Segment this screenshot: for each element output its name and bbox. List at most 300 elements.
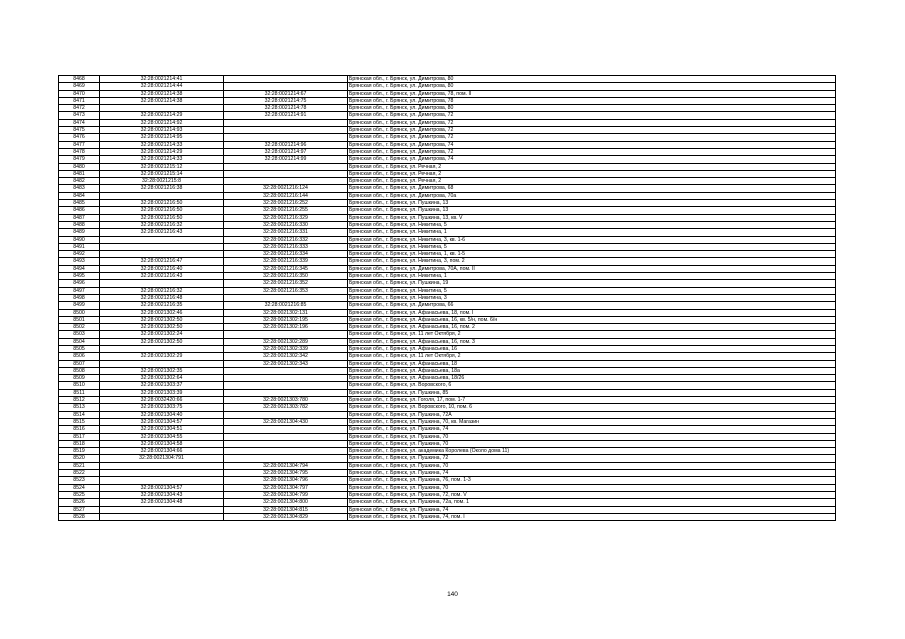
land-cadastral-number-cell: 32:28:0021214:38 bbox=[100, 90, 224, 97]
address-cell: Брянская обл., г. Брянск, ул. Пушкина, 13 bbox=[348, 200, 836, 207]
table-row bbox=[59, 470, 836, 477]
building-cadastral-number-cell: 32:28:0021304:799 bbox=[224, 491, 348, 498]
row-number-cell: 8527 bbox=[59, 506, 100, 513]
address-cell: Брянская обл., г. Брянск, ул. Никитина, 5 bbox=[348, 243, 836, 250]
address-cell: Брянская обл., г. Брянск, ул. Димитрова, 74 bbox=[348, 141, 836, 148]
row-number-cell: 8473 bbox=[59, 112, 100, 119]
building-cadastral-number-cell: 32:28:0021216:252 bbox=[224, 200, 348, 207]
land-cadastral-number-cell: 32:28:0021214:33 bbox=[100, 141, 224, 148]
address-cell: Брянская обл., г. Брянск, ул. Никитина, 3, кв. 1-6 bbox=[348, 236, 836, 243]
row-number-cell: 8500 bbox=[59, 309, 100, 316]
row-number-cell: 8501 bbox=[59, 316, 100, 323]
building-cadastral-number-cell: 32:28:0021216:124 bbox=[224, 185, 348, 192]
table-row bbox=[59, 258, 836, 265]
address-cell: Брянская обл., г. Брянск, ул. Пушкина, 72А bbox=[348, 411, 836, 418]
building-cadastral-number-cell: 32:28:0021304:800 bbox=[224, 499, 348, 506]
address-cell: Брянская обл., г. Брянск, ул. Димитрова, 80 bbox=[348, 83, 836, 90]
land-cadastral-number-cell: 32:28:0021214:29 bbox=[100, 112, 224, 119]
row-number-cell: 8483 bbox=[59, 185, 100, 192]
land-cadastral-number-cell: 32:28:0021216:50 bbox=[100, 200, 224, 207]
address-cell: Брянская обл., г. Брянск, ул. Воровского, 6 bbox=[348, 382, 836, 389]
land-cadastral-number-cell: 32:28:0021216:43 bbox=[100, 273, 224, 280]
row-number-cell: 8507 bbox=[59, 360, 100, 367]
address-cell: Брянская обл., г. Брянск, ул. Никитина, 3 bbox=[348, 294, 836, 301]
row-number-cell: 8515 bbox=[59, 418, 100, 425]
address-cell: Брянская обл., г. Брянск, ул. Афанасьева, 18/26 bbox=[348, 375, 836, 382]
table-row bbox=[59, 397, 836, 404]
building-cadastral-number-cell: 32:28:0021302:196 bbox=[224, 324, 348, 331]
row-number-cell: 8496 bbox=[59, 280, 100, 287]
land-cadastral-number-cell: 32:28:0021216:40 bbox=[100, 265, 224, 272]
table-row bbox=[59, 338, 836, 345]
table-row bbox=[59, 353, 836, 360]
table-row bbox=[59, 251, 836, 258]
page-number: 140 bbox=[447, 591, 458, 598]
row-number-cell: 8508 bbox=[59, 367, 100, 374]
row-number-cell: 8484 bbox=[59, 192, 100, 199]
table-row bbox=[59, 200, 836, 207]
table-row bbox=[59, 156, 836, 163]
building-cadastral-number-cell bbox=[224, 170, 348, 177]
row-number-cell: 8506 bbox=[59, 353, 100, 360]
address-cell: Брянская обл., г. Брянск, ул. Речная, 2 bbox=[348, 170, 836, 177]
land-cadastral-number-cell: 32:28:0021303:75 bbox=[100, 404, 224, 411]
building-cadastral-number-cell bbox=[224, 440, 348, 447]
land-cadastral-number-cell: 32:28:0021302:35 bbox=[100, 367, 224, 374]
address-cell: Брянская обл., г. Брянск, ул. Пушкина, 72, пом. V bbox=[348, 491, 836, 498]
address-cell: Брянская обл., г. Брянск, ул. Афанасьева, 18, пом. I bbox=[348, 309, 836, 316]
building-cadastral-number-cell bbox=[224, 433, 348, 440]
table-row bbox=[59, 316, 836, 323]
address-cell: Брянская обл., г. Брянск, ул. Пушкина, 70 bbox=[348, 484, 836, 491]
land-cadastral-number-cell: 32:28:0021304:55 bbox=[100, 433, 224, 440]
land-cadastral-number-cell: 32:28:0021302:46 bbox=[100, 309, 224, 316]
building-cadastral-number-cell bbox=[224, 163, 348, 170]
land-cadastral-number-cell: 32:28:0021304:791 bbox=[100, 455, 224, 462]
address-cell: Брянская обл., г. Брянск, ул. Афанасьева, 16 bbox=[348, 345, 836, 352]
address-cell: Брянская обл., г. Брянск, ул. Афанасьева, 18а bbox=[348, 367, 836, 374]
row-number-cell: 8474 bbox=[59, 119, 100, 126]
land-cadastral-number-cell: 32:28:0021215:12 bbox=[100, 163, 224, 170]
building-cadastral-number-cell bbox=[224, 178, 348, 185]
building-cadastral-number-cell: 32:28:0021216:331 bbox=[224, 229, 348, 236]
building-cadastral-number-cell bbox=[224, 76, 348, 83]
table-row bbox=[59, 112, 836, 119]
row-number-cell: 8468 bbox=[59, 76, 100, 83]
table-row bbox=[59, 513, 836, 520]
building-cadastral-number-cell bbox=[224, 411, 348, 418]
building-cadastral-number-cell: 32:28:0021304:829 bbox=[224, 513, 348, 520]
land-cadastral-number-cell: 32:28:0021303:39 bbox=[100, 389, 224, 396]
row-number-cell: 8514 bbox=[59, 411, 100, 418]
land-cadastral-number-cell: 32:28:0021216:48 bbox=[100, 294, 224, 301]
table-row bbox=[59, 105, 836, 112]
building-cadastral-number-cell bbox=[224, 83, 348, 90]
land-cadastral-number-cell: 32:28:0021216:47 bbox=[100, 258, 224, 265]
table-row bbox=[59, 170, 836, 177]
row-number-cell: 8478 bbox=[59, 148, 100, 155]
address-cell: Брянская обл., г. Брянск, ул. Пушкина, 74 bbox=[348, 426, 836, 433]
row-number-cell: 8497 bbox=[59, 287, 100, 294]
land-cadastral-number-cell: 32:28:0021216:38 bbox=[100, 185, 224, 192]
address-cell: Брянская обл., г. Брянск, ул. Димитрова, 70А, пом. II bbox=[348, 265, 836, 272]
table-row bbox=[59, 76, 836, 83]
land-cadastral-number-cell bbox=[100, 360, 224, 367]
land-cadastral-number-cell: 32:28:0021216:35 bbox=[100, 302, 224, 309]
building-cadastral-number-cell: 32:28:0021216:255 bbox=[224, 207, 348, 214]
row-number-cell: 8491 bbox=[59, 243, 100, 250]
building-cadastral-number-cell: 32:28:0021214:75 bbox=[224, 97, 348, 104]
building-cadastral-number-cell: 32:28:0021214:78 bbox=[224, 105, 348, 112]
address-cell: Брянская обл., г. Брянск, ул. Никитина, 5 bbox=[348, 287, 836, 294]
land-cadastral-number-cell: 32:28:0021216:43 bbox=[100, 229, 224, 236]
land-cadastral-number-cell bbox=[100, 251, 224, 258]
land-cadastral-number-cell bbox=[100, 243, 224, 250]
address-cell: Брянская обл., г. Брянск, ул. Пушкина, 70 bbox=[348, 433, 836, 440]
row-number-cell: 8471 bbox=[59, 97, 100, 104]
building-cadastral-number-cell: 32:28:0021304:815 bbox=[224, 506, 348, 513]
land-cadastral-number-cell: 32:28:0021214:38 bbox=[100, 97, 224, 104]
building-cadastral-number-cell: 32:28:0021302:339 bbox=[224, 345, 348, 352]
land-cadastral-number-cell bbox=[100, 506, 224, 513]
row-number-cell: 8479 bbox=[59, 156, 100, 163]
row-number-cell: 8516 bbox=[59, 426, 100, 433]
address-cell: Брянская обл., г. Брянск, ул. Афанасьева, 16, пом. 2 bbox=[348, 324, 836, 331]
building-cadastral-number-cell bbox=[224, 448, 348, 455]
building-cadastral-number-cell bbox=[224, 389, 348, 396]
building-cadastral-number-cell: 32:28:0021216:334 bbox=[224, 251, 348, 258]
table-row bbox=[59, 185, 836, 192]
table-row bbox=[59, 324, 836, 331]
building-cadastral-number-cell: 32:28:0021216:339 bbox=[224, 258, 348, 265]
address-cell: Брянская обл., г. Брянск, ул. Пушкина, 70 bbox=[348, 462, 836, 469]
table-row bbox=[59, 477, 836, 484]
table-row bbox=[59, 302, 836, 309]
building-cadastral-number-cell: 32:28:0021214:97 bbox=[224, 148, 348, 155]
land-cadastral-number-cell bbox=[100, 477, 224, 484]
row-number-cell: 8485 bbox=[59, 200, 100, 207]
building-cadastral-number-cell: 32:28:0021304:430 bbox=[224, 418, 348, 425]
land-cadastral-number-cell: 32:28:0021304:51 bbox=[100, 426, 224, 433]
address-cell: Брянская обл., г. Брянск, ул. академика Королева (Около дома 11) bbox=[348, 448, 836, 455]
row-number-cell: 8528 bbox=[59, 513, 100, 520]
land-cadastral-number-cell: 32:28:0021304:66 bbox=[100, 448, 224, 455]
table-row bbox=[59, 345, 836, 352]
land-cadastral-number-cell bbox=[100, 192, 224, 199]
land-cadastral-number-cell bbox=[100, 345, 224, 352]
building-cadastral-number-cell bbox=[224, 455, 348, 462]
row-number-cell: 8493 bbox=[59, 258, 100, 265]
row-number-cell: 8492 bbox=[59, 251, 100, 258]
building-cadastral-number-cell: 32:28:0021214:96 bbox=[224, 141, 348, 148]
building-cadastral-number-cell bbox=[224, 382, 348, 389]
building-cadastral-number-cell: 32:28:0021216:329 bbox=[224, 214, 348, 221]
land-cadastral-number-cell: 32:28:0021214:93 bbox=[100, 127, 224, 134]
building-cadastral-number-cell: 32:28:0021304:797 bbox=[224, 484, 348, 491]
table-row bbox=[59, 192, 836, 199]
row-number-cell: 8517 bbox=[59, 433, 100, 440]
address-cell: Брянская обл., г. Брянск, ул. Пушкина, 72 bbox=[348, 455, 836, 462]
address-cell: Брянская обл., г. Брянск, ул. Пушкина, 19 bbox=[348, 280, 836, 287]
row-number-cell: 8512 bbox=[59, 397, 100, 404]
building-cadastral-number-cell: 32:28:0021216:333 bbox=[224, 243, 348, 250]
land-cadastral-number-cell: 32:28:0021214:95 bbox=[100, 134, 224, 141]
table-row bbox=[59, 97, 836, 104]
land-cadastral-number-cell: 32:28:0021304:57 bbox=[100, 418, 224, 425]
address-cell: Брянская обл., г. Брянск, ул. Никитина, 1 bbox=[348, 229, 836, 236]
table-row bbox=[59, 178, 836, 185]
land-cadastral-number-cell: 32:28:0021214:44 bbox=[100, 83, 224, 90]
address-cell: Брянская обл., г. Брянск, ул. Димитрова, 72 bbox=[348, 119, 836, 126]
table-row bbox=[59, 148, 836, 155]
row-number-cell: 8487 bbox=[59, 214, 100, 221]
address-cell: Брянская обл., г. Брянск, ул. Пушкина, 13, кв. V bbox=[348, 214, 836, 221]
table-row bbox=[59, 491, 836, 498]
address-cell: Брянская обл., г. Брянск, ул. Пушкина, 85 bbox=[348, 389, 836, 396]
address-cell: Брянская обл., г. Брянск, ул. Димитрова, 78 bbox=[348, 97, 836, 104]
table-row bbox=[59, 411, 836, 418]
table-row bbox=[59, 127, 836, 134]
building-cadastral-number-cell: 32:28:0021214:91 bbox=[224, 112, 348, 119]
row-number-cell: 8509 bbox=[59, 375, 100, 382]
address-cell: Брянская обл., г. Брянск, ул. Пушкина, 70, кв. Магазин bbox=[348, 418, 836, 425]
building-cadastral-number-cell bbox=[224, 134, 348, 141]
table-row bbox=[59, 462, 836, 469]
table-row bbox=[59, 331, 836, 338]
table-row bbox=[59, 426, 836, 433]
building-cadastral-number-cell: 32:28:0021216:332 bbox=[224, 236, 348, 243]
address-cell: Брянская обл., г. Брянск, ул. Димитрова, 66 bbox=[348, 302, 836, 309]
address-cell: Брянская обл., г. Брянск, ул. Пушкина, 74 bbox=[348, 470, 836, 477]
row-number-cell: 8523 bbox=[59, 477, 100, 484]
row-number-cell: 8513 bbox=[59, 404, 100, 411]
row-number-cell: 8486 bbox=[59, 207, 100, 214]
table-row bbox=[59, 214, 836, 221]
table-row bbox=[59, 83, 836, 90]
land-cadastral-number-cell: 32:28:0021304:48 bbox=[100, 499, 224, 506]
address-cell: Брянская обл., г. Брянск, ул. Никитина, 5 bbox=[348, 221, 836, 228]
address-cell: Брянская обл., г. Брянск, ул. Афанасьева, 16, кв. 5/н, пом. 6/н bbox=[348, 316, 836, 323]
address-cell: Брянская обл., г. Брянск, ул. 11 лет Октября, 2 bbox=[348, 353, 836, 360]
table-row bbox=[59, 455, 836, 462]
row-number-cell: 8482 bbox=[59, 178, 100, 185]
address-cell: Брянская обл., г. Брянск, ул. Димитрова, 72 bbox=[348, 127, 836, 134]
table-body bbox=[59, 76, 836, 521]
land-cadastral-number-cell: 32:28:0021304:43 bbox=[100, 491, 224, 498]
land-cadastral-number-cell: 32:28:0021215:14 bbox=[100, 170, 224, 177]
address-cell: Брянская обл., г. Брянск, ул. Димитрова, 72 bbox=[348, 134, 836, 141]
address-cell: Брянская обл., г. Брянск, ул. Никитина, 3, пом. 2 bbox=[348, 258, 836, 265]
land-cadastral-number-cell bbox=[100, 462, 224, 469]
land-cadastral-number-cell bbox=[100, 236, 224, 243]
address-cell: Брянская обл., г. Брянск, ул. Пушкина, 70 bbox=[348, 440, 836, 447]
land-cadastral-number-cell: 32:28:0021216:50 bbox=[100, 214, 224, 221]
address-cell: Брянская обл., г. Брянск, ул. Никитина, 1 bbox=[348, 273, 836, 280]
table-row bbox=[59, 119, 836, 126]
building-cadastral-number-cell: 32:28:0021302:343 bbox=[224, 360, 348, 367]
row-number-cell: 8495 bbox=[59, 273, 100, 280]
table-row bbox=[59, 163, 836, 170]
land-cadastral-number-cell: 32:28:0021216:32 bbox=[100, 287, 224, 294]
row-number-cell: 8520 bbox=[59, 455, 100, 462]
row-number-cell: 8488 bbox=[59, 221, 100, 228]
row-number-cell: 8498 bbox=[59, 294, 100, 301]
row-number-cell: 8510 bbox=[59, 382, 100, 389]
address-cell: Брянская обл., г. Брянск, ул. Афанасьева, 16, пом. 3 bbox=[348, 338, 836, 345]
address-cell: Брянская обл., г. Брянск, ул. Пушкина, 76, пом. 1-3 bbox=[348, 477, 836, 484]
row-number-cell: 8499 bbox=[59, 302, 100, 309]
building-cadastral-number-cell: 32:28:0021216:330 bbox=[224, 221, 348, 228]
table-row bbox=[59, 309, 836, 316]
table-row bbox=[59, 367, 836, 374]
row-number-cell: 8494 bbox=[59, 265, 100, 272]
row-number-cell: 8521 bbox=[59, 462, 100, 469]
address-cell: Брянская обл., г. Брянск, ул. Димитрова, 74 bbox=[348, 156, 836, 163]
address-cell: Брянская обл., г. Брянск, ул. Димитрова, 72 bbox=[348, 112, 836, 119]
address-cell: Брянская обл., г. Брянск, ул. Воровского, 10, пом. 6 bbox=[348, 404, 836, 411]
land-cadastral-number-cell: 32:28:0021303:37 bbox=[100, 382, 224, 389]
building-cadastral-number-cell bbox=[224, 331, 348, 338]
land-cadastral-number-cell: 32:28:0021216:32 bbox=[100, 221, 224, 228]
land-cadastral-number-cell: 32:28:0032420:66 bbox=[100, 397, 224, 404]
building-cadastral-number-cell bbox=[224, 127, 348, 134]
table-row bbox=[59, 433, 836, 440]
row-number-cell: 8519 bbox=[59, 448, 100, 455]
land-cadastral-number-cell bbox=[100, 280, 224, 287]
land-cadastral-number-cell: 32:28:0021302:50 bbox=[100, 316, 224, 323]
land-cadastral-number-cell: 32:28:0021214:29 bbox=[100, 148, 224, 155]
row-number-cell: 8476 bbox=[59, 134, 100, 141]
address-cell: Брянская обл., г. Брянск, ул. Никитина, 1, кв. 1-5 bbox=[348, 251, 836, 258]
row-number-cell: 8504 bbox=[59, 338, 100, 345]
building-cadastral-number-cell: 32:28:0021302:195 bbox=[224, 316, 348, 323]
table-row bbox=[59, 484, 836, 491]
table-row bbox=[59, 273, 836, 280]
building-cadastral-number-cell: 32:28:0021302:131 bbox=[224, 309, 348, 316]
building-cadastral-number-cell: 32:28:0021214:67 bbox=[224, 90, 348, 97]
building-cadastral-number-cell: 32:28:0021216:345 bbox=[224, 265, 348, 272]
table-row bbox=[59, 375, 836, 382]
building-cadastral-number-cell bbox=[224, 367, 348, 374]
table-row bbox=[59, 265, 836, 272]
land-cadastral-number-cell: 32:28:0021215:8 bbox=[100, 178, 224, 185]
building-cadastral-number-cell: 32:28:0021214:99 bbox=[224, 156, 348, 163]
building-cadastral-number-cell bbox=[224, 119, 348, 126]
address-cell: Брянская обл., г. Брянск, ул. Пушкина, 13 bbox=[348, 207, 836, 214]
row-number-cell: 8524 bbox=[59, 484, 100, 491]
table-row bbox=[59, 448, 836, 455]
land-cadastral-number-cell bbox=[100, 513, 224, 520]
address-cell: Брянская обл., г. Брянск, ул. Речная, 2 bbox=[348, 163, 836, 170]
table-row bbox=[59, 243, 836, 250]
table-row bbox=[59, 207, 836, 214]
row-number-cell: 8522 bbox=[59, 470, 100, 477]
land-cadastral-number-cell: 32:28:0021304:58 bbox=[100, 440, 224, 447]
building-cadastral-number-cell: 32:28:0021304:796 bbox=[224, 477, 348, 484]
table-row bbox=[59, 382, 836, 389]
building-cadastral-number-cell: 32:28:0021302:289 bbox=[224, 338, 348, 345]
building-cadastral-number-cell: 32:28:0021303:782 bbox=[224, 404, 348, 411]
row-number-cell: 8489 bbox=[59, 229, 100, 236]
land-cadastral-number-cell: 32:28:0021302:64 bbox=[100, 375, 224, 382]
row-number-cell: 8472 bbox=[59, 105, 100, 112]
table-row bbox=[59, 418, 836, 425]
address-cell: Брянская обл., г. Брянск, ул. Пушкина, 72а, пом. 1 bbox=[348, 499, 836, 506]
table-row bbox=[59, 294, 836, 301]
table-row bbox=[59, 236, 836, 243]
building-cadastral-number-cell bbox=[224, 375, 348, 382]
row-number-cell: 8502 bbox=[59, 324, 100, 331]
address-cell: Брянская обл., г. Брянск, ул. Гоголя, 17, пом. 1-7 bbox=[348, 397, 836, 404]
row-number-cell: 8503 bbox=[59, 331, 100, 338]
address-cell: Брянская обл., г. Брянск, ул. Димитрова, 80 bbox=[348, 105, 836, 112]
land-cadastral-number-cell: 32:28:0021214:41 bbox=[100, 76, 224, 83]
land-cadastral-number-cell: 32:28:0021304:40 bbox=[100, 411, 224, 418]
row-number-cell: 8480 bbox=[59, 163, 100, 170]
row-number-cell: 8481 bbox=[59, 170, 100, 177]
building-cadastral-number-cell: 32:28:0021216:352 bbox=[224, 280, 348, 287]
table-row bbox=[59, 90, 836, 97]
address-cell: Брянская обл., г. Брянск, ул. Димитрова, 78, пом. II bbox=[348, 90, 836, 97]
row-number-cell: 8469 bbox=[59, 83, 100, 90]
land-cadastral-number-cell: 32:28:0021214:92 bbox=[100, 119, 224, 126]
address-cell: Брянская обл., г. Брянск, ул. Димитрова, 68 bbox=[348, 185, 836, 192]
building-cadastral-number-cell: 32:28:0021216:350 bbox=[224, 273, 348, 280]
table-row bbox=[59, 280, 836, 287]
building-cadastral-number-cell bbox=[224, 294, 348, 301]
table-row bbox=[59, 287, 836, 294]
row-number-cell: 8526 bbox=[59, 499, 100, 506]
building-cadastral-number-cell: 32:28:0021216:85 bbox=[224, 302, 348, 309]
address-cell: Брянская обл., г. Брянск, ул. Димитрова, 72 bbox=[348, 148, 836, 155]
land-cadastral-number-cell: 32:28:0021302:50 bbox=[100, 338, 224, 345]
row-number-cell: 8505 bbox=[59, 345, 100, 352]
table-row bbox=[59, 360, 836, 367]
table-row bbox=[59, 141, 836, 148]
table-row bbox=[59, 229, 836, 236]
table-row bbox=[59, 221, 836, 228]
land-cadastral-number-cell: 32:28:0021302:50 bbox=[100, 324, 224, 331]
land-cadastral-number-cell bbox=[100, 105, 224, 112]
row-number-cell: 8470 bbox=[59, 90, 100, 97]
table-row bbox=[59, 499, 836, 506]
row-number-cell: 8475 bbox=[59, 127, 100, 134]
building-cadastral-number-cell: 32:28:0021303:780 bbox=[224, 397, 348, 404]
land-cadastral-number-cell: 32:28:0021302:24 bbox=[100, 331, 224, 338]
address-cell: Брянская обл., г. Брянск, ул. Димитрова, 80 bbox=[348, 76, 836, 83]
address-cell: Брянская обл., г. Брянск, ул. Речная, 2 bbox=[348, 178, 836, 185]
land-cadastral-number-cell: 32:28:0021302:29 bbox=[100, 353, 224, 360]
building-cadastral-number-cell: 32:28:0021216:144 bbox=[224, 192, 348, 199]
land-cadastral-number-cell: 32:28:0021214:33 bbox=[100, 156, 224, 163]
table-row bbox=[59, 404, 836, 411]
address-cell: Брянская обл., г. Брянск, ул. 11 лет Октября, 2 bbox=[348, 331, 836, 338]
building-cadastral-number-cell: 32:28:0021304:795 bbox=[224, 470, 348, 477]
row-number-cell: 8525 bbox=[59, 491, 100, 498]
table-row bbox=[59, 134, 836, 141]
address-cell: Брянская обл., г. Брянск, ул. Пушкина, 74 bbox=[348, 506, 836, 513]
land-cadastral-number-cell: 32:28:0021304:57 bbox=[100, 484, 224, 491]
building-cadastral-number-cell bbox=[224, 426, 348, 433]
land-cadastral-number-cell bbox=[100, 470, 224, 477]
table-row bbox=[59, 440, 836, 447]
row-number-cell: 8518 bbox=[59, 440, 100, 447]
address-cell: Брянская обл., г. Брянск, ул. Пушкина, 74, пом. I bbox=[348, 513, 836, 520]
row-number-cell: 8511 bbox=[59, 389, 100, 396]
table-row bbox=[59, 389, 836, 396]
row-number-cell: 8477 bbox=[59, 141, 100, 148]
building-cadastral-number-cell: 32:28:0021302:342 bbox=[224, 353, 348, 360]
